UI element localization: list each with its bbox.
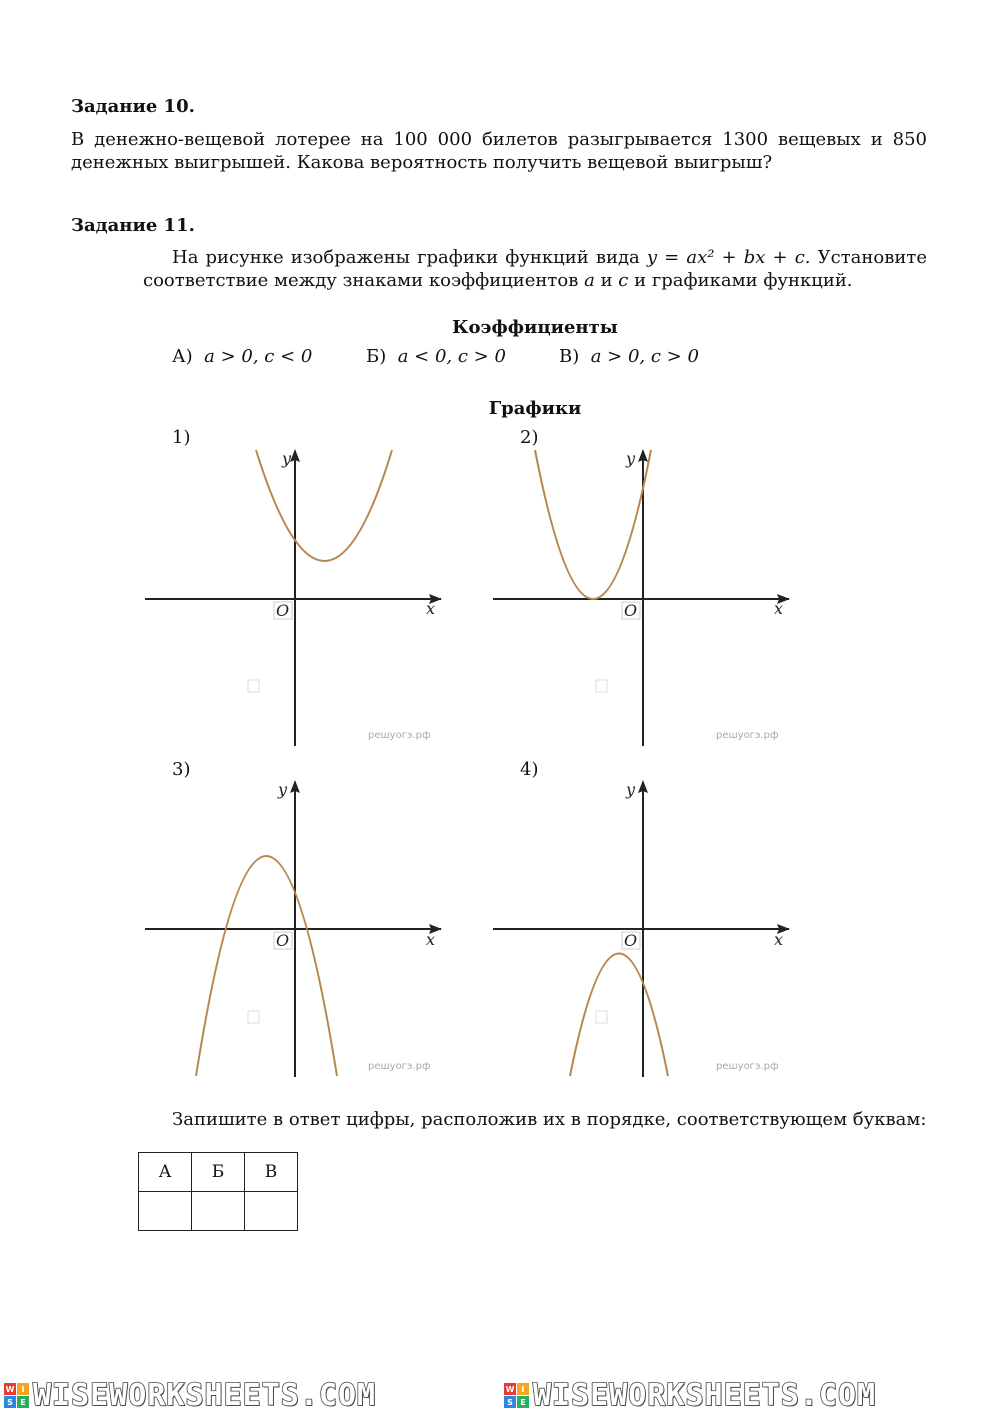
coefficient-v-letter: В) [559,346,580,367]
graph-4-number: 4) [520,759,539,780]
coefficient-b-letter: Б) [366,346,387,367]
task11-heading: Задание 11. [71,215,195,236]
graphs-title: Графики [488,398,582,419]
parabola-curve [256,450,392,561]
origin-label: O [624,601,638,620]
graph-1 [145,445,450,754]
x-axis-label: x [426,599,436,618]
wise-logo-icon [504,1383,529,1408]
origin-label: O [276,931,290,950]
x-axis-label: x [774,930,784,949]
watermark: решуогэ.рф [368,730,431,741]
y-axis-label: y [282,449,292,468]
graph-2-number: 2) [520,427,539,448]
logo-letter: E [17,1396,29,1408]
placeholder-box [596,1011,607,1023]
graph-2 [493,445,798,754]
coefficient-a-letter: А) [172,346,193,367]
quadratic-formula: y = ax² + bx + c. [646,247,811,268]
answer-cell-b[interactable] [192,1192,245,1231]
answer-input-row [139,1192,298,1231]
coefficients-title: Коэффициенты [452,317,618,338]
task10-heading: Задание 10. [71,96,195,117]
parabola-curve [196,856,337,1076]
watermark: решуогэ.рф [368,1061,431,1072]
answer-header-a: А [139,1153,192,1192]
graph-3 [145,776,450,1085]
parabola-curve [570,954,668,1077]
origin-label: O [276,601,290,620]
logo-letter: S [504,1396,516,1408]
watermark: решуогэ.рф [716,730,779,741]
coefficient-b-condition: a < 0, c > 0 [397,346,506,367]
task10-text: В денежно-вещевой лотерее на 100 000 билетов разыгрывается 1300 вещевых и 850 денежных выигрышей. Какова вероятность получить вещевой выигрыш? [71,129,927,173]
answer-header-b: Б [192,1153,245,1192]
task11-intro [143,246,927,292]
graph-1-number: 1) [172,427,191,448]
y-axis-label: y [626,449,636,468]
logo-letter: W [5,1384,15,1394]
intro-and: и [600,270,613,291]
intro-text-3: и графиками функций. [634,270,853,291]
footer-banner [0,1378,1000,1413]
logo-letter: E [517,1396,529,1408]
answer-cell-a[interactable] [139,1192,192,1231]
coefficient-v-condition: a > 0, c > 0 [590,346,699,367]
placeholder-box [248,1011,259,1023]
intro-var-c: c [618,270,629,291]
answer-header-v: В [245,1153,298,1192]
brand-text: WISEWORKSHEETS.COM [33,1378,377,1413]
graph-4 [493,776,798,1085]
coefficient-b [366,346,506,367]
parabola-curve [535,450,651,599]
wise-logo-icon [4,1383,29,1408]
answer-cell-v[interactable] [245,1192,298,1231]
x-axis-label: x [426,930,436,949]
watermark: решуогэ.рф [716,1061,779,1072]
brand-text: WISEWORKSHEETS.COM [533,1378,877,1413]
logo-letter: I [517,1383,529,1395]
intro-text-2: Установите соответствие между знаками коэффициентов [143,247,927,291]
x-axis-label: x [774,599,784,618]
coefficient-a-condition: a > 0, c < 0 [204,346,313,367]
logo-letter: S [4,1396,16,1408]
answer-table [138,1152,298,1231]
footer-brand-2[interactable] [500,1378,1000,1413]
intro-var-a: a [584,270,595,291]
placeholder-box [248,680,259,692]
y-axis-label: y [626,780,636,799]
coefficient-a [172,346,312,367]
answer-instruction: Запишите в ответ цифры, расположив их в порядке, соответствующем буквам: [172,1109,927,1130]
origin-label: O [624,931,638,950]
intro-text-1: На рисунке изображены графики функций вида [172,247,640,268]
y-axis-label: y [278,780,288,799]
graph-3-number: 3) [172,759,191,780]
logo-letter: I [17,1383,29,1395]
footer-brand-1[interactable] [0,1378,500,1413]
coefficient-v [559,346,699,367]
logo-letter: W [505,1384,515,1394]
answer-header-row [139,1153,298,1192]
placeholder-box [596,680,607,692]
